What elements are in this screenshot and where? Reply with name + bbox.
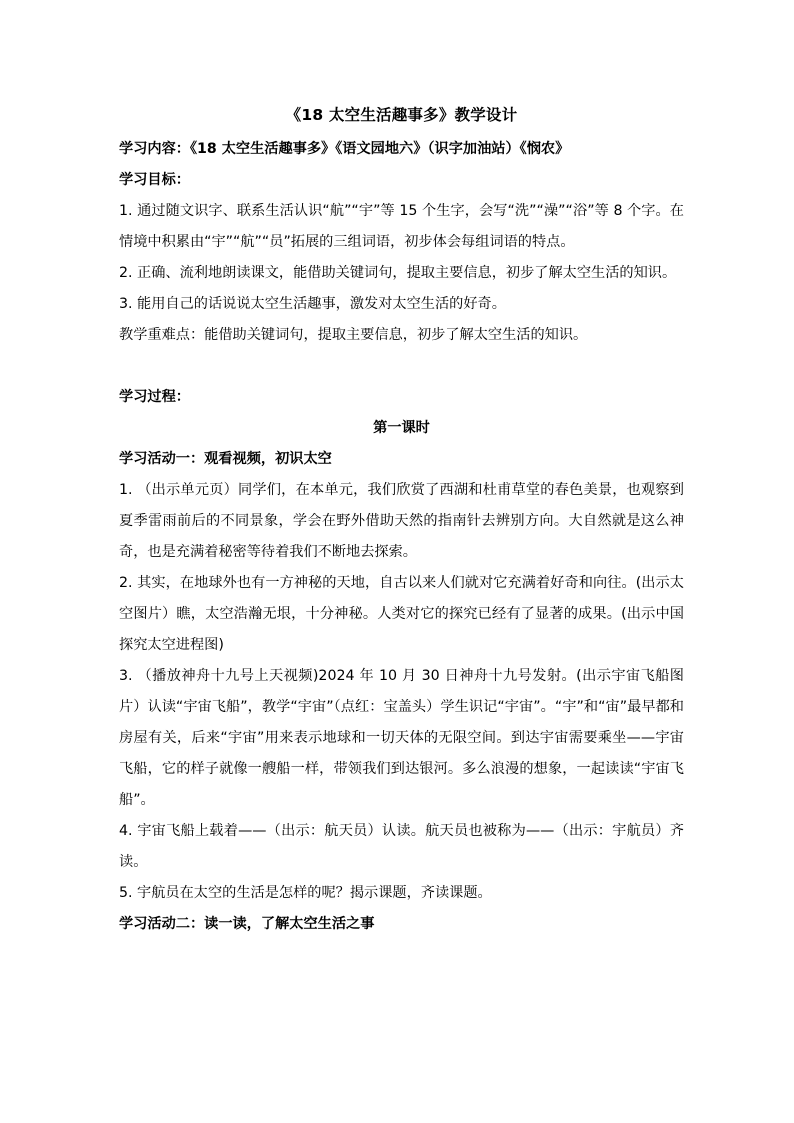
- activity1-item-3: 3. （播放神舟十九号上天视频)2024 年 10 月 30 日神舟十九号发射。(出示宇宙飞船图片）认读“宇宙飞船”，教学“宇宙”（点红：宝盖头）学生识记“宇宙”。“宇”和“宙”最早都和房屋有关，后来“宇宙”用来表示地球和一切天体的无限空间。到达宇宙需要乘坐——宇宙飞船，它的样子就像一艘船一样，带领我们到达银河。多么浪漫的想象，一起读读“宇宙飞船”。: [119, 668, 684, 808]
- key-points: 教学重难点：能借助关键词句，提取主要信息，初步了解太空生活的知识。: [119, 327, 588, 343]
- blank-line: [119, 351, 684, 382]
- document-body: [119, 104, 684, 940]
- activity1-item-2: 2. 其实，在地球外也有一方神秘的天地，自古以来人们就对它充满着好奇和向往。(出示太空图片）瞧，太空浩瀚无垠，十分神秘。人类对它的探究已经有了显著的成果。(出示中国探究太空进程图): [119, 575, 684, 653]
- activity1-item-5: 5. 宇航员在太空的生活是怎样的呢？揭示课题，齐读课题。: [119, 885, 492, 901]
- activity1-item-1: 1. （出示单元页）同学们，在本单元，我们欣赏了西湖和杜甫草堂的春色美景，也观察到夏季雷雨前后的不同景象，学会在野外借助天然的指南针去辨别方向。大自然就是这么神奇，也是充满着秘密等待着我们不断地去探索。: [119, 482, 684, 560]
- goals-heading: 学习目标：: [119, 172, 190, 188]
- activity1-heading: 学习活动一：观看视频，初识太空: [119, 451, 332, 467]
- lesson-heading: 第一课时: [373, 420, 430, 436]
- document-title: 《18 太空生活趣事多》教学设计: [285, 106, 518, 124]
- goal-item-2: 2. 正确、流利地朗读课文，能借助关键词句，提取主要信息，初步了解太空生活的知识。: [119, 265, 677, 281]
- process-heading: 学习过程：: [119, 389, 190, 405]
- goal-item-1: 1. 通过随文识字、联系生活认识“航”“宇”等 15 个生字，会写“洗”“澡”“浴”等 8 个字。在情境中积累由“宇”“航”“员”拓展的三组词语，初步体会每组词语的特点。: [119, 203, 684, 250]
- goal-item-3: 3. 能用自己的话说说太空生活趣事，激发对太空生活的好奇。: [119, 296, 506, 312]
- activity1-item-4: 4. 宇宙飞船上载着——（出示：航天员）认读。航天员也被称为——（出示：宇航员）齐读。: [119, 823, 684, 870]
- activity2-heading: 学习活动二：读一读，了解太空生活之事: [119, 916, 375, 932]
- learning-content-line: 学习内容：《18 太空生活趣事多》《语文园地六》（识字加油站）《悯农》: [119, 141, 570, 157]
